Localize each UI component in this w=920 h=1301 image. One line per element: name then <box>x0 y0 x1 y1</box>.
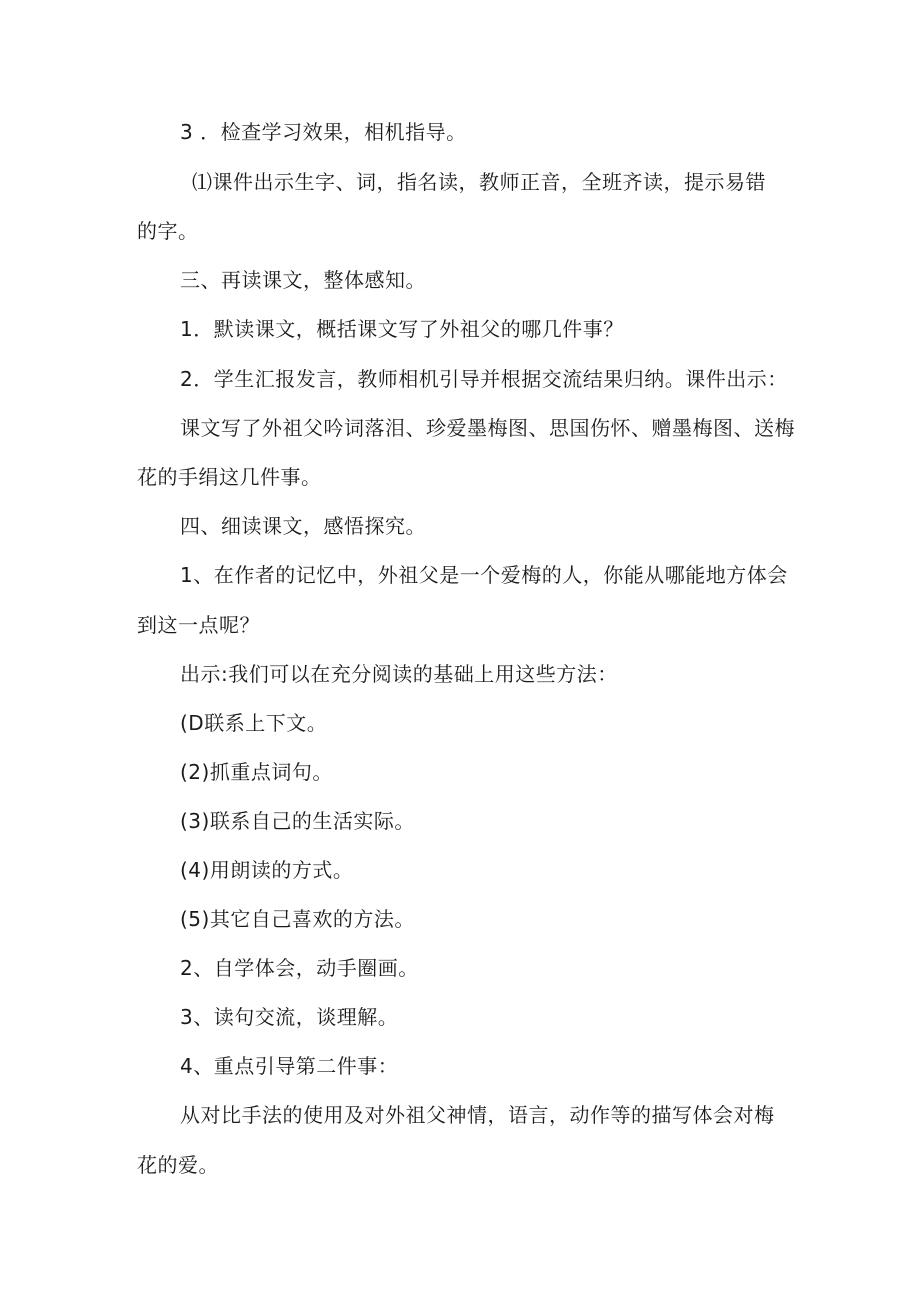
question-1-continuation: 到这一点呢？ <box>137 613 260 637</box>
method-item-2: (2)抓重点词句。 <box>180 760 333 784</box>
step-3-exchange: 3、读句交流，谈理解。 <box>180 1005 399 1029</box>
sub-item-1-courseware: ⑴课件出示生字、词，指名读，教师正音，全班齐读，提示易错 <box>192 170 766 194</box>
focus-description: 从对比手法的使用及对外祖父神情，语言，动作等的描写体会对梅 <box>180 1103 775 1127</box>
step-3-check-learning: 3 ．检查学习效果，相机指导。 <box>180 120 467 144</box>
courseware-summary-continuation: 花的手绢这几件事。 <box>137 465 322 489</box>
methods-intro: 出示:我们可以在充分阅读的基础上用这些方法： <box>180 662 618 686</box>
method-item-5: (5)其它自己喜欢的方法。 <box>180 907 415 931</box>
step-1-silent-reading: 1．默读课文，概括课文写了外祖父的哪几件事？ <box>180 317 624 341</box>
courseware-summary: 课文写了外祖父吟词落泪、珍爱墨梅图、思国伤怀、赠墨梅图、送梅 <box>180 416 795 440</box>
question-1: 1、在作者的记忆中，外祖父是一个爱梅的人，你能从哪能地方体会 <box>180 563 788 587</box>
step-2-student-report: 2．学生汇报发言，教师相机引导并根据交流结果归纳。课件出示： <box>180 367 788 391</box>
section-heading-three: 三、再读课文，整体感知。 <box>180 268 426 292</box>
method-item-1: (D联系上下文。 <box>180 711 328 735</box>
method-item-3: (3)联系自己的生活实际。 <box>180 809 415 833</box>
step-2-self-study: 2、自学体会，动手圈画。 <box>180 956 419 980</box>
sub-item-1-continuation: 的字。 <box>137 219 199 243</box>
method-item-4: (4)用朗读的方式。 <box>180 858 354 882</box>
focus-description-continuation: 花的爱。 <box>137 1153 219 1177</box>
step-4-focus: 4、重点引导第二件事： <box>180 1054 399 1078</box>
section-heading-four: 四、细读课文，感悟探究。 <box>180 514 426 538</box>
